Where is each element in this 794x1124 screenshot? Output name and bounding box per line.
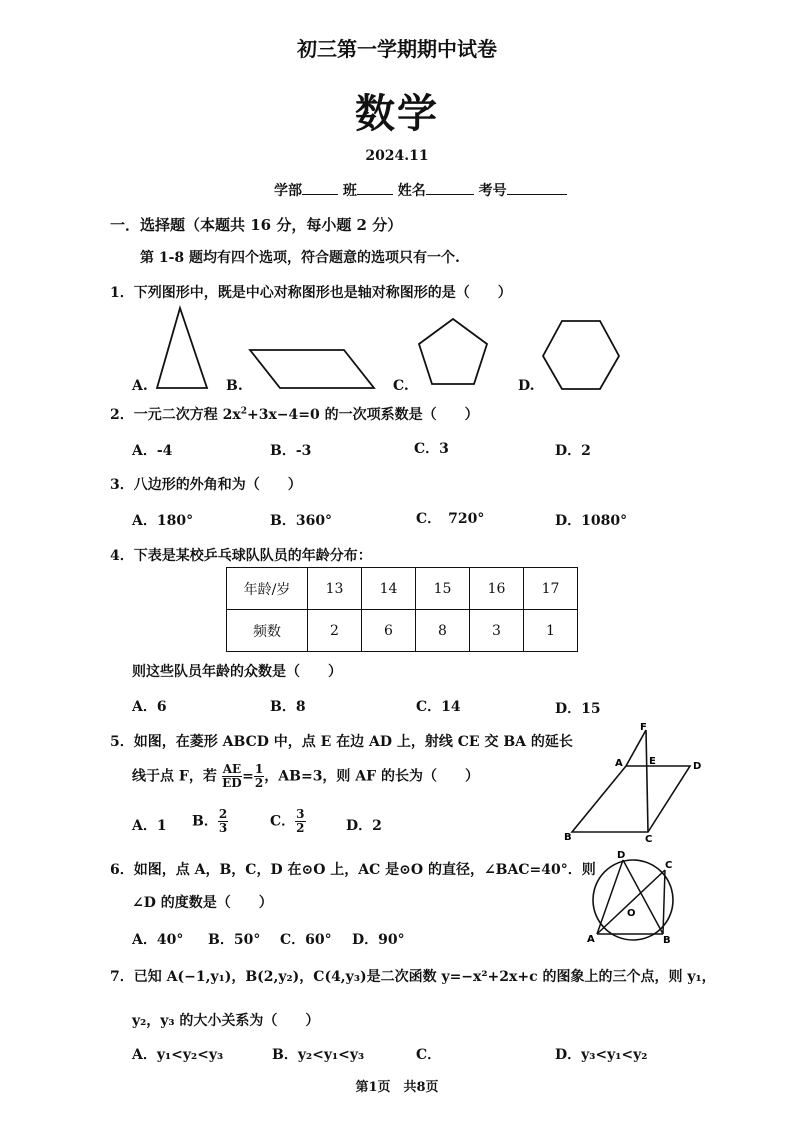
q2-option-c: C．3: [414, 441, 449, 457]
exam-no-label: 考号: [478, 183, 507, 199]
q6-stem-line2: ∠D 的度数是（ ）: [132, 895, 273, 911]
q6-circle-figure: [585, 848, 685, 948]
q2-option-b: B．-3: [270, 443, 312, 459]
q5-fraction-half: [254, 763, 264, 790]
q5-option-d: D．2: [346, 818, 382, 834]
section-heading: 一．选择题（本题共 16 分，每小题 2 分）: [110, 216, 403, 234]
table-header-freq: 频数: [227, 610, 308, 652]
frac-numerator: 1: [254, 762, 264, 776]
pentagon-figure: [419, 319, 487, 384]
q7-stem-line2: y₂，y₃ 的大小关系为（ ）: [132, 1013, 320, 1029]
q5-option-b-label: B．: [192, 813, 218, 830]
table-header-age: 年龄/岁: [227, 568, 308, 610]
q2-exponent: 2: [240, 406, 247, 417]
table-cell: 13: [308, 568, 362, 610]
label-a: A: [615, 758, 623, 769]
frac-denominator: 3: [218, 821, 228, 835]
q4-option-a: A．6: [132, 699, 167, 715]
q4-option-b: B．8: [270, 699, 306, 715]
q7-stem-line1: 7．已知 A(−1,y₁)，B(2,y₂)，C(4,y₃)是二次函数 y=−x²+2x+c 的图象上的三个点，则 y₁，: [110, 969, 716, 985]
q2-option-a: A．-4: [132, 443, 173, 459]
label-c: C: [665, 860, 673, 871]
q1-label-a: A.: [132, 378, 148, 394]
q3-option-b: B．360°: [270, 513, 333, 529]
q1-label-b: B.: [226, 378, 243, 394]
label-a: A: [587, 934, 595, 945]
q5-option-b-fraction: [218, 808, 228, 835]
subject-title: 数学: [355, 90, 439, 137]
frac-numerator: 3: [296, 807, 305, 821]
q3-option-a: A．180°: [132, 513, 194, 529]
class-blank: [357, 180, 393, 195]
q7-option-c: C．: [416, 1047, 442, 1063]
q5-fraction-ae-ed: [222, 763, 242, 790]
q6-option-c: C．60°: [280, 932, 332, 948]
q5-stem-line1: 5．如图，在菱形 ABCD 中，点 E 在边 AD 上，射线 CE 交 BA 的延长: [110, 734, 573, 750]
table-row: [227, 610, 578, 652]
q1-label-d: D.: [518, 378, 535, 394]
q2-option-d: D．2: [555, 443, 591, 459]
q3-stem: 3．八边形的外角和为（ ）: [110, 477, 302, 493]
q4-option-c: C．14: [416, 699, 461, 715]
student-info-line: [274, 180, 567, 200]
q4-stem: 4．下表是某校乒乓球队队员的年龄分布：: [110, 548, 372, 564]
exam-title: 初三第一学期期中试卷: [297, 37, 497, 61]
dept-blank: [302, 180, 338, 195]
label-b: B: [564, 832, 572, 843]
q5-option-c-label: C．: [270, 813, 296, 830]
table-cell: 14: [362, 568, 416, 610]
frac-denominator: 2: [254, 776, 264, 790]
q5-equals: =: [242, 768, 254, 785]
q2-stem: [110, 404, 479, 424]
q1-figures: [110, 300, 650, 400]
table-cell: 6: [362, 610, 416, 652]
table-cell: 8: [416, 610, 470, 652]
q6-option-d: D．90°: [352, 932, 405, 948]
q5-stem2-post: ，AB=3，则 AF 的长为（ ）: [264, 768, 479, 785]
q4-followup: 则这些队员年龄的众数是（ ）: [132, 664, 342, 680]
frac-denominator: ED: [222, 776, 242, 790]
q1-stem: 1．下列图形中，既是中心对称图形也是轴对称图形的是（ ）: [110, 285, 512, 301]
chord-db: [623, 860, 663, 934]
table-cell: 15: [416, 568, 470, 610]
frac-denominator: 2: [296, 821, 305, 835]
class-label: 班: [342, 183, 357, 199]
chord-ac: [597, 870, 665, 934]
triangle-figure: [157, 308, 207, 388]
table-cell: 3: [470, 610, 524, 652]
table-cell: 16: [470, 568, 524, 610]
q6-option-a: A．40°: [132, 932, 184, 948]
exam-date: 2024.11: [365, 148, 429, 164]
label-f: F: [640, 722, 647, 733]
parallelogram-figure: [250, 350, 374, 388]
q5-option-b: [192, 808, 228, 835]
chord-ad: [597, 860, 623, 934]
q5-option-a: A．1: [132, 818, 167, 834]
line-af: [626, 730, 646, 766]
hexagon-figure: [543, 321, 619, 389]
q6-stem-line1: 6．如图，点 A，B，C，D 在⊙O 上，AC 是⊙O 的直径，∠BAC=40°．则: [110, 862, 596, 878]
q3-option-d: D．1080°: [555, 513, 628, 529]
table-row: [227, 568, 578, 610]
q3-option-c: C． 720°: [416, 511, 485, 527]
q7-option-a: A．y₁<y₂<y₃: [132, 1047, 224, 1063]
q5-option-c: [270, 808, 306, 835]
name-label: 姓名: [397, 183, 426, 199]
table-cell: 2: [308, 610, 362, 652]
q5-stem2-pre: 线于点 F，若: [132, 768, 217, 785]
label-d: D: [617, 850, 626, 861]
q2-stem-post: +3x−4=0 的一次项系数是（ ）: [246, 407, 479, 423]
q2-stem-pre: 2．一元二次方程 2x: [110, 407, 241, 423]
q7-option-b: B．y₂<y₁<y₃: [272, 1047, 365, 1063]
exam-no-blank: [507, 180, 567, 195]
age-frequency-table: [226, 567, 578, 652]
label-b: B: [663, 935, 671, 946]
dept-label: 学部: [274, 183, 302, 199]
q7-option-d: D．y₃<y₁<y₂: [555, 1047, 648, 1063]
frac-numerator: 2: [218, 807, 228, 821]
page-footer: 第1页 共8页: [355, 1080, 439, 1095]
label-c: C: [645, 834, 653, 845]
table-cell: 17: [524, 568, 578, 610]
name-blank: [426, 180, 474, 195]
frac-numerator: AE: [222, 762, 242, 776]
q5-rhombus-figure: [560, 718, 720, 846]
rhombus-abcd: [572, 766, 690, 832]
q5-stem-line2: [132, 763, 479, 790]
section-instruction: 第 1-8 题均有四个选项，符合题意的选项只有一个.: [140, 250, 460, 266]
table-cell: 1: [524, 610, 578, 652]
line-cf: [646, 730, 648, 832]
label-e: E: [649, 756, 656, 767]
q6-option-b: B．50°: [208, 932, 261, 948]
label-d: D: [693, 761, 702, 772]
label-o: O: [627, 908, 636, 919]
q5-option-c-fraction: [295, 808, 305, 835]
q1-label-c: C.: [393, 378, 409, 394]
q4-option-d: D．15: [555, 701, 601, 717]
